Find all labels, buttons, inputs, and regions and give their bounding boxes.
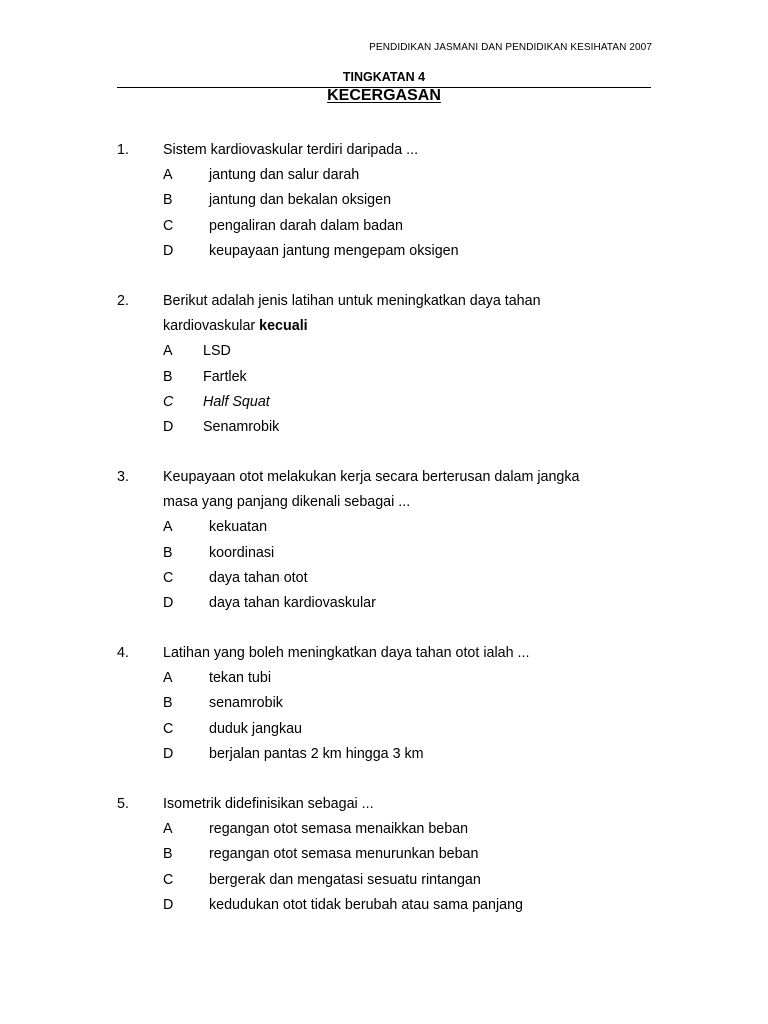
option-c [117,566,657,591]
option-text: jantung dan bekalan oksigen [209,192,392,209]
option-a [117,666,657,691]
option-text: jantung dan salur darah [209,167,360,184]
option-d [117,893,657,918]
question-number: 4. [117,645,129,661]
option-text: bergerak dan mengatasi sesuatu rintangan [209,871,481,888]
option-text: senamrobik [209,695,283,712]
question-number: 2. [117,293,129,309]
option-letter: D [163,896,174,913]
option-b [117,541,657,566]
question-2 [117,289,657,440]
question-stem: Keupayaan otot melakukan kerja secara berterusan dalam jangka [163,469,580,485]
option-text: Fartlek [203,368,247,385]
option-text: Senamrobik [203,419,280,436]
question-number: 5. [117,796,129,812]
question-stem-text: kardiovaskular [163,318,260,335]
question-stem-line-2: masa yang panjang dikenali sebagai ... [163,494,411,511]
option-c [117,717,657,742]
option-text: regangan otot semasa menurunkan beban [209,846,479,863]
question-5 [117,792,657,918]
option-a [117,163,657,188]
question-stem: Isometrik didefinisikan sebagai ... [163,796,374,812]
option-letter: C [163,569,174,586]
option-letter: C [163,871,174,888]
option-d [117,742,657,767]
option-d [117,415,657,440]
question-1 [117,138,657,264]
option-a [117,515,657,540]
option-text: berjalan pantas 2 km hingga 3 km [209,745,424,762]
page-level: TINGKATAN 4 [342,70,426,84]
question-stem-emphasis: kecuali [259,318,308,335]
option-letter: D [163,242,174,259]
option-letter: A [163,167,173,184]
option-a [117,339,657,364]
option-text: daya tahan kardiovaskular [209,595,376,612]
option-letter: B [163,544,173,561]
question-4 [117,641,657,767]
option-c [117,868,657,893]
option-letter: C [163,393,174,410]
option-letter: A [163,519,173,536]
question-number: 1. [117,142,129,158]
option-text: regangan otot semasa menaikkan beban [209,821,469,838]
option-letter: D [163,595,174,612]
option-d [117,591,657,616]
option-text: duduk jangkau [209,720,303,737]
option-text: koordinasi [209,544,275,561]
option-text: Half Squat [203,393,270,410]
option-text: LSD [203,343,231,360]
question-stem: Berikut adalah jenis latihan untuk meningkatkan daya tahan [163,293,541,309]
option-letter: C [163,217,174,234]
option-c [117,390,657,415]
option-a [117,817,657,842]
option-letter: D [163,419,174,436]
option-letter: A [163,670,173,687]
option-letter: B [163,192,173,209]
question-stem: Latihan yang boleh meningkatkan daya tahan otot ialah ... [163,645,530,661]
option-text: kekuatan [209,519,268,536]
option-text: tekan tubi [209,670,271,687]
option-letter: B [163,846,173,863]
option-text: keupayaan jantung mengepam oksigen [209,242,459,259]
option-letter: A [163,821,173,838]
option-letter: A [163,343,173,360]
option-text: pengaliran darah dalam badan [209,217,403,234]
option-text: daya tahan otot [209,569,308,586]
option-letter: B [163,368,173,385]
question-number: 3. [117,469,129,485]
question-stem: Sistem kardiovaskular terdiri daripada ... [163,142,419,158]
option-b [117,691,657,716]
option-letter: C [163,720,174,737]
question-stem-line-2 [163,314,657,339]
option-b [117,365,657,390]
question-3 [117,465,657,616]
option-text: kedudukan otot tidak berubah atau sama panjang [209,896,523,913]
option-c [117,214,657,239]
option-letter: B [163,695,173,712]
page-header-subject: PENDIDIKAN JASMANI DAN PENDIDIKAN KESIHATAN 2007 [369,42,652,53]
option-b [117,842,657,867]
option-b [117,188,657,213]
option-letter: D [163,745,174,762]
option-d [117,239,657,264]
page-title: KECERGASAN [327,87,441,104]
